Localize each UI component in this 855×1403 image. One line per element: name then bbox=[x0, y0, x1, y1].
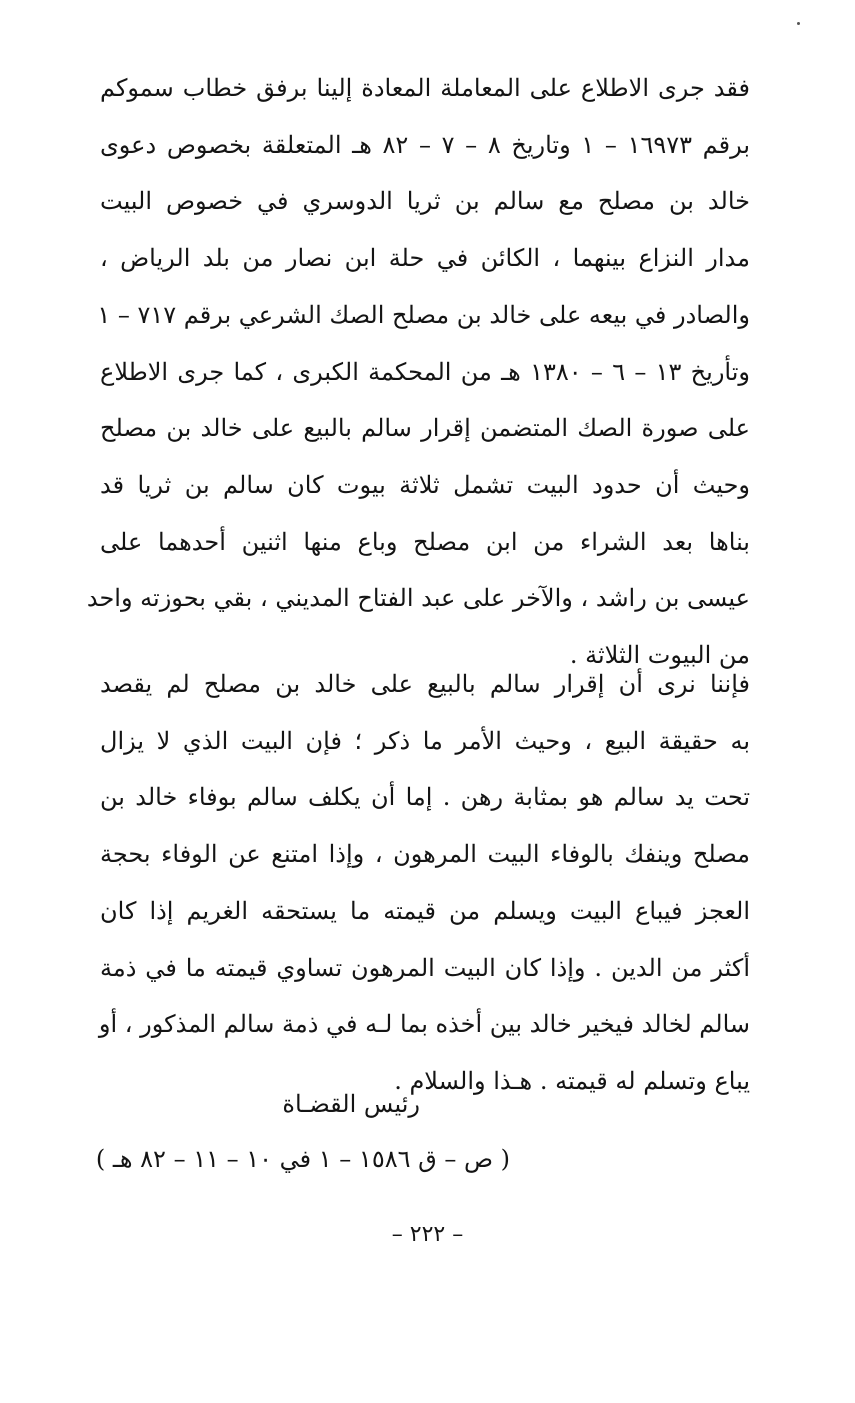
page-number: – ٢٢٢ – bbox=[391, 1222, 464, 1247]
paragraph-1-line: بناها بعد الشراء من ابن مصلح وباع منها اثنين أحدهما على bbox=[100, 527, 750, 556]
paragraph-2-line: تحت يد سالم هو بمثابة رهن . إما أن يكلف سالم بوفاء خالد بن bbox=[100, 783, 750, 812]
paragraph-1-line: فقد جرى الاطلاع على المعاملة المعادة إلينا برفق خطاب سموكم bbox=[100, 74, 750, 102]
paragraph-2-line: يباع وتسلم له قيمته . هـذا والسلام . bbox=[394, 1066, 750, 1095]
paragraph-1-line: برقم ١٦٩٧٣ – ١ وتاريخ ٨ – ٧ – ٨٢ هـ المتعلقة بخصوص دعوى bbox=[100, 130, 751, 159]
paragraph-2-line: سالم لخالد فيخير خالد بين أخذه بما لـه في ذمة سالم المذكور ، أو bbox=[98, 1010, 750, 1039]
signature-reference: ( ص – ق ١٥٨٦ – ١ في ١٠ – ١١ – ٨٢ هـ ) bbox=[95, 1145, 510, 1173]
paragraph-1-line: على صورة الصك المتضمن إقرار سالم بالبيع على خالد بن مصلح bbox=[100, 414, 750, 443]
paragraph-1-line: خالد بن مصلح مع سالم بن ثريا الدوسري في خصوص البيت bbox=[100, 187, 750, 216]
scan-speck bbox=[797, 22, 800, 25]
paragraph-1-line: عيسى بن راشد ، والآخر على عبد الفتاح المديني ، بقي بحوزته واحد bbox=[86, 584, 750, 613]
paragraph-2-line: العجز فيباع البيت ويسلم من قيمته ما يستحقه الغريم إذا كان bbox=[100, 896, 750, 925]
paragraph-2 bbox=[100, 656, 750, 1110]
paragraph-1-line: مدار النزاع بينهما ، الكائن في حلة ابن نصار من بلد الرياض ، bbox=[100, 244, 750, 273]
paragraph-2-line: به حقيقة البيع ، وحيث الأمر ما ذكر ؛ فإن البيت الذي لا يزال bbox=[100, 726, 750, 755]
paragraph-1 bbox=[86, 60, 751, 684]
paragraph-1-line: والصادر في بيعه على خالد بن مصلح الصك الشرعي برقم ٧١٧ – ١ bbox=[97, 300, 750, 329]
paragraph-2-line: فإننا نرى أن إقرار سالم بالبيع على خالد بن مصلح لم يقصد bbox=[100, 670, 750, 698]
signature-title: رئيس القضـاة bbox=[282, 1090, 420, 1118]
paragraph-2-line: مصلح وينفك بالوفاء البيت المرهون ، وإذا امتنع عن الوفاء بحجة bbox=[100, 840, 750, 869]
paragraph-2-line: أكثر من الدين . وإذا كان البيت المرهون تساوي قيمته ما في ذمة bbox=[100, 953, 750, 982]
paragraph-1-line: من البيوت الثلاثة . bbox=[569, 641, 750, 670]
paragraph-1-line: وحيث أن حدود البيت تشمل ثلاثة بيوت كان سالم بن ثريا قد bbox=[100, 470, 750, 499]
paragraph-1-line: وتأريخ ١٣ – ٦ – ١٣٨٠ هـ من المحكمة الكبرى ، كما جرى الاطلاع bbox=[100, 357, 750, 386]
